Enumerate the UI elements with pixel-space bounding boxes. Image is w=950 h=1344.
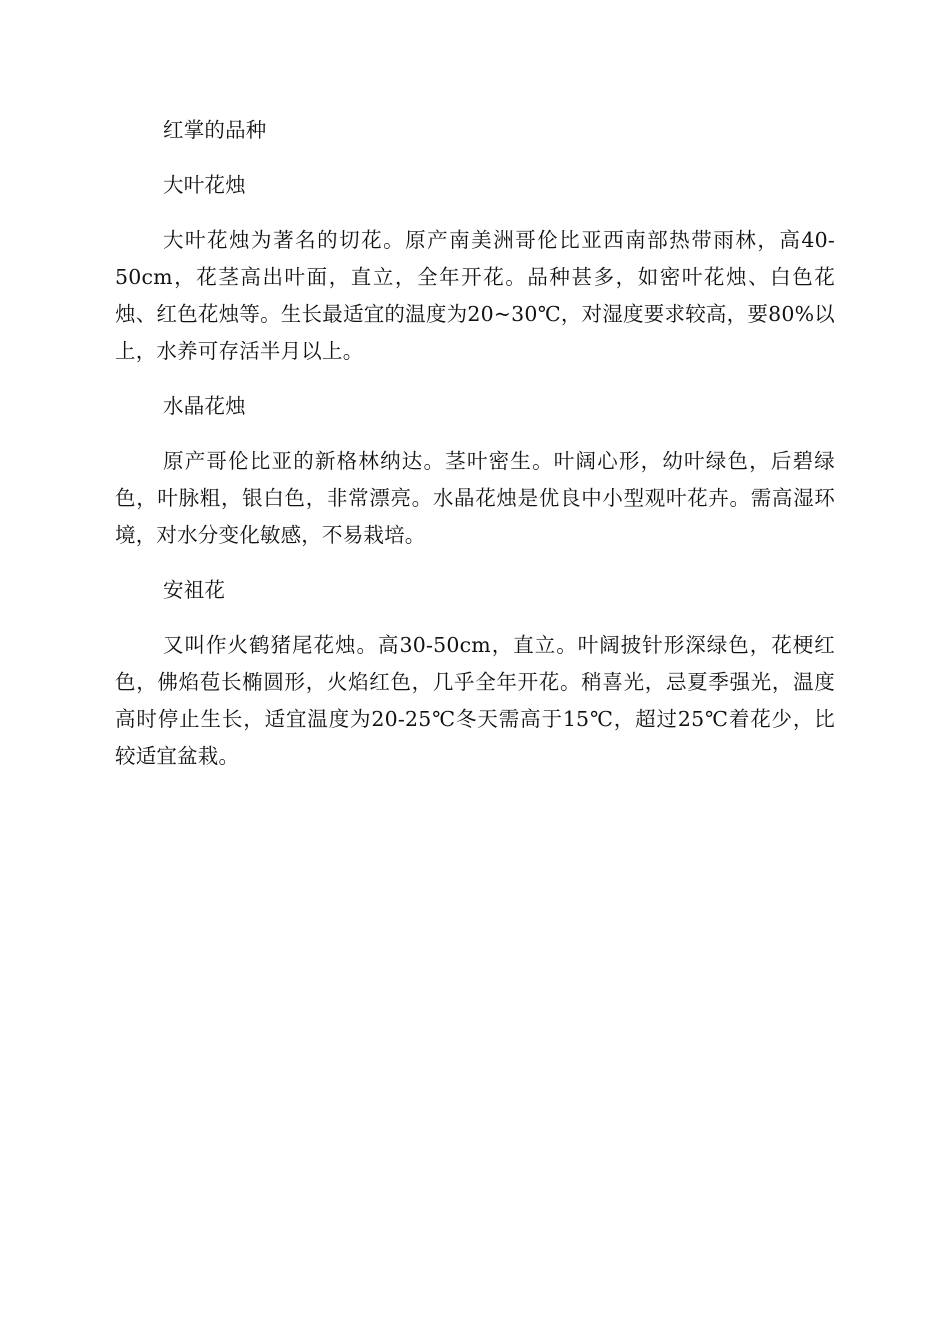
section-body-crystal-anthurium: 原产哥伦比亚的新格林纳达。茎叶密生。叶阔心形，幼叶绿色，后碧绿色，叶脉粗，银白色，非常漂亮。水晶花烛是优良中小型观叶花卉。需高湿环境，对水分变化敏感，不易栽培。 bbox=[115, 449, 835, 547]
section-heading-large-leaf-anthurium: 大叶花烛 bbox=[163, 173, 246, 197]
section-body-large-leaf-anthurium: 大叶花烛为著名的切花。原产南美洲哥伦比亚西南部热带雨林，高40-50cm，花茎高出叶面，直立，全年开花。品种甚多，如密叶花烛、白色花烛、红色花烛等。生长最适宜的温度为20~30℃，对湿度要求较高，要80%以上，水养可存活半月以上。 bbox=[115, 228, 835, 363]
document-content bbox=[115, 112, 835, 793]
section-body-anthurium-scherzerianum: 又叫作火鹤猪尾花烛。高30-50cm，直立。叶阔披针形深绿色，花梗红色，佛焰苞长椭圆形，火焰红色，几乎全年开花。稍喜光，忌夏季强光，温度高时停止生长，适宜温度为20-25℃冬天需高于15℃，超过25℃着花少，比较适宜盆栽。 bbox=[115, 633, 835, 768]
section-heading-anthurium-scherzerianum: 安祖花 bbox=[163, 578, 226, 602]
section-heading-crystal-anthurium: 水晶花烛 bbox=[163, 394, 246, 418]
document-title: 红掌的品种 bbox=[163, 118, 267, 142]
